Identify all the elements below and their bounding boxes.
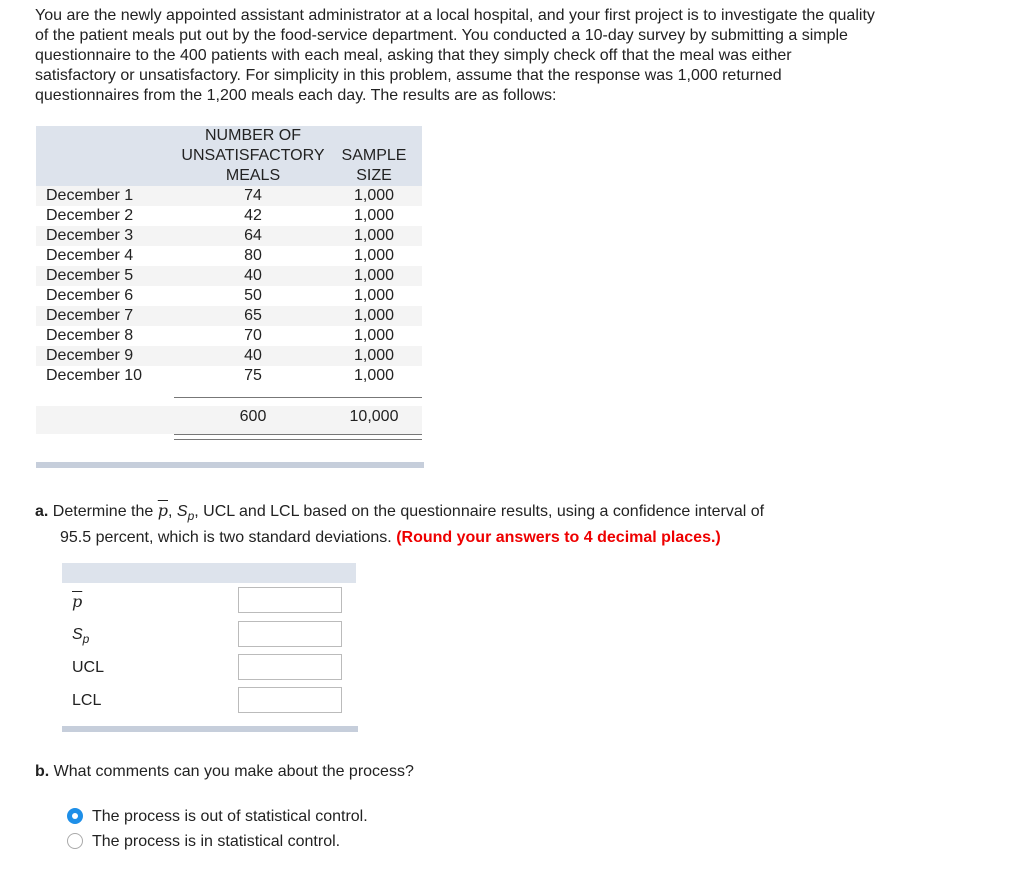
sample-size-cell: 1,000	[353, 207, 395, 224]
unsatisfactory-cell: 65	[244, 307, 262, 324]
table-row	[36, 346, 422, 366]
answer-row	[62, 652, 356, 686]
day-cell: December 1	[46, 187, 134, 204]
header-sample-size	[334, 146, 414, 186]
unsatisfactory-cell: 42	[244, 207, 262, 224]
day-cell: December 8	[46, 327, 134, 344]
unsatisfactory-cell: 64	[244, 227, 262, 244]
answer-footer-bar	[62, 726, 358, 732]
answer-row	[62, 685, 356, 719]
day-cell: December 4	[46, 247, 134, 264]
unsatisfactory-cell: 40	[244, 267, 262, 284]
table-row	[36, 306, 422, 326]
table-row	[36, 266, 422, 286]
p-bar-label: $\overline{p}$	[72, 592, 83, 611]
sp-symbol	[176, 503, 195, 524]
table-row	[36, 286, 422, 306]
question-a-text-3: 95.5 percent, which is two standard deviations.	[60, 529, 392, 547]
lcl-input[interactable]	[238, 687, 342, 713]
unsatisfactory-cell: 50	[244, 287, 262, 304]
day-cell: December 3	[46, 227, 134, 244]
question-a-separator: ,	[168, 503, 173, 520]
question-b	[35, 763, 414, 781]
header-unsatisfactory-meals	[174, 126, 332, 186]
day-cell: December 6	[46, 287, 134, 304]
answer-header-band	[62, 563, 356, 583]
header-line: NUMBER OF	[205, 127, 301, 144]
unsatisfactory-cell: 75	[244, 367, 262, 384]
answer-row	[62, 585, 356, 619]
p-bar-input[interactable]	[238, 587, 342, 613]
unsatisfactory-cell: 70	[244, 327, 262, 344]
header-line: SIZE	[356, 167, 392, 184]
sample-size-cell: 1,000	[353, 307, 395, 324]
answer-row	[62, 619, 356, 653]
total-rule	[174, 397, 422, 398]
unsatisfactory-cell: 40	[244, 347, 262, 364]
header-line: SAMPLE	[341, 147, 407, 164]
table-row	[36, 246, 422, 266]
double-rule-top	[174, 434, 422, 435]
ucl-label: UCL	[72, 659, 105, 676]
radio-unselected[interactable]	[67, 833, 83, 849]
rounding-instruction: (Round your answers to 4 decimal places.)	[396, 529, 721, 547]
radio-option-label: The process is in statistical control.	[92, 833, 341, 850]
header-line: MEALS	[225, 167, 281, 184]
sample-size-cell: 1,000	[353, 327, 395, 344]
table-footer-bar	[36, 462, 424, 468]
radio-selected[interactable]	[67, 808, 83, 824]
ucl-input[interactable]	[238, 654, 342, 680]
day-cell: December 10	[46, 367, 143, 384]
sp-base: S	[72, 626, 83, 643]
sample-size-cell: 1,000	[353, 187, 395, 204]
total-unsatisfactory: 600	[239, 408, 267, 425]
question-b-label: b.	[35, 763, 50, 780]
question-a-text-2: , UCL and LCL based on the questionnaire results, using a confidence interval of	[194, 503, 765, 520]
sp-subscript: p	[82, 632, 90, 647]
radio-option-label: The process is out of statistical control.	[92, 808, 368, 825]
p-bar-symbol: $\overline{p}$	[157, 501, 168, 520]
sample-size-cell: 1,000	[353, 267, 395, 284]
table-row	[36, 366, 422, 386]
table-row	[36, 186, 422, 206]
sp-base: S	[176, 503, 188, 520]
question-a	[35, 500, 875, 548]
problem-statement	[35, 6, 875, 106]
double-rule-bottom	[174, 439, 422, 440]
sp-input[interactable]	[238, 621, 342, 647]
question-a-text-1: Determine the	[52, 503, 154, 520]
table-body	[36, 186, 422, 386]
total-sample-size: 10,000	[349, 408, 399, 425]
question-b-text: What comments can you make about the process?	[53, 763, 414, 780]
table-row	[36, 326, 422, 346]
sp-label	[72, 626, 89, 646]
table-row	[36, 226, 422, 246]
table-row	[36, 206, 422, 226]
sp-subscript: p	[187, 509, 195, 524]
unsatisfactory-cell: 74	[244, 187, 262, 204]
sample-size-cell: 1,000	[353, 287, 395, 304]
day-cell: December 7	[46, 307, 134, 324]
intro-text: You are the newly appointed assistant administrator at a local hospital, and your first project is to investigate the quality of the patient meals put out by the food-service department. You conducted a 10-day survey by submitting a simple questionnaire to the 400 patients with each meal, asking that they simply check off that the meal was either satisfactory or unsatisfactory. For simplicity in this problem, assume that the response was 1,000 returned questionnaires from the 1,200 meals each day. The results are as follows:	[35, 7, 875, 104]
sample-size-cell: 1,000	[353, 227, 395, 244]
sample-size-cell: 1,000	[353, 347, 395, 364]
day-cell: December 5	[46, 267, 134, 284]
header-line: UNSATISFACTORY	[181, 147, 325, 164]
question-a-label: a.	[35, 503, 49, 520]
lcl-label: LCL	[72, 692, 102, 709]
day-cell: December 9	[46, 347, 134, 364]
sample-size-cell: 1,000	[353, 367, 395, 384]
sample-size-cell: 1,000	[353, 247, 395, 264]
day-cell: December 2	[46, 207, 134, 224]
unsatisfactory-cell: 80	[244, 247, 262, 264]
